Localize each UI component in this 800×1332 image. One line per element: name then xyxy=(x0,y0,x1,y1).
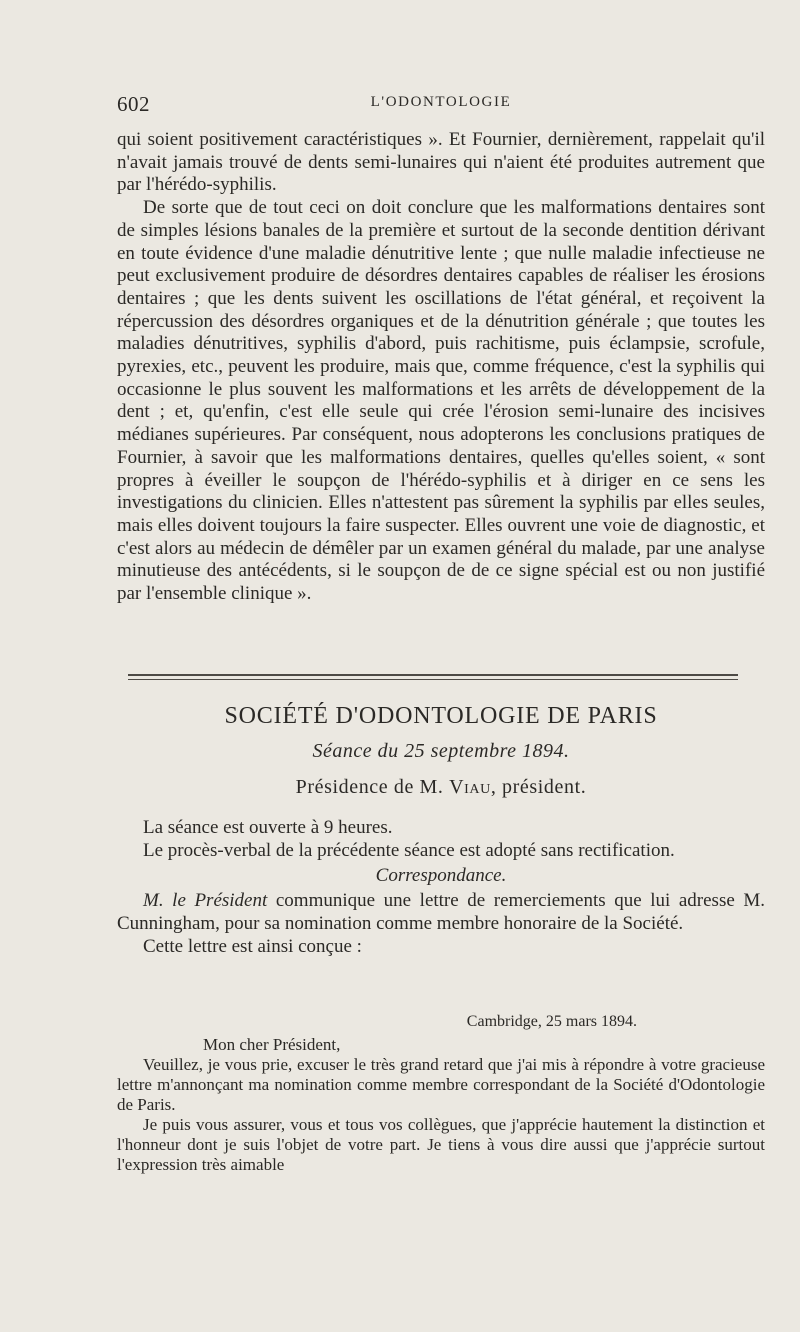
minutes-letter-intro xyxy=(117,890,765,935)
section-divider xyxy=(128,674,738,683)
top-text-block xyxy=(117,129,765,606)
divider-rule-thick xyxy=(128,674,738,676)
minutes-block xyxy=(117,817,765,959)
page-header xyxy=(117,92,765,120)
minutes-opening: La séance est ouverte à 9 heures. xyxy=(143,817,393,838)
minutes-approval: Le procès-verbal de la précédente séance est adopté sans rectification. xyxy=(143,839,675,861)
divider-rule-thin xyxy=(128,679,738,680)
correspondance-subhead: Correspondance. xyxy=(375,865,507,887)
running-title: L'ODONTOLOGIE xyxy=(370,94,512,110)
letter-block xyxy=(117,1012,765,1175)
paragraph-conclusion: De sorte que de tout ceci on doit conclure que les malformations dentaires sont de simples lésions banales de la première et surtout de la seconde dentition dérivant en toute évidence d'une maladie dénutritive lente ; que nulle maladie infectieuse ne peut exclusivement produire de désordres dentaires capables de réaliser les érosions dentaires ; que les dents suivent les oscillations de l'état général, et reçoivent la répercussion des désordres organiques et de la dénutrition générale ; que toutes les maladies dénutritives, syphilis d'abord, puis rachitisme, puis éclampsie, scrofule, pyrexies, etc., peuvent les produire, mais que, comme fréquence, c'est la syphilis qui occasionne le plus souvent les malformations et les arrêts de développement de la dent ; et, qu'enfin, c'est elle seule qui crée l'érosion semi-lunaire des incisives médianes supérieures. Par conséquent, nous adopterons les conclusions pratiques de Fournier, à savoir que les malformations dentaires, quelles qu'elles soient, « sont propres à éveiller le soupçon de l'hérédo-syphilis et à diriger en ce sens les investigations du clinicien. Elles n'attestent pas sûrement la syphilis par elles seules, mais elles doivent toujours la faire suspecter. Elles ouvrent une voie de diagnostic, et c'est alors au médecin de démêler par un examen général du malade, par une analyse minutieuse des antécédents, si le soupçon de de ce signe spécial est ou non justifié par l'ensemble clinique ». xyxy=(117,197,765,605)
letter-paragraph-2: Je puis vous assurer, vous et tous vos collègues, que j'apprécie hautement la distinction et l'honneur dont je suis l'objet de votre part. Je tiens à vous dire aussi que j'apprécie surtout l'expression très aimable xyxy=(117,1115,765,1174)
section-title: SOCIÉTÉ D'ODONTOLOGIE DE PARIS xyxy=(224,703,658,729)
president-label: M. le Président xyxy=(143,890,268,912)
paragraph-continuation: qui soient positivement caractéristiques ». Et Fournier, dernièrement, rappelait qu'il n'avait jamais trouvé de dents semi-lunaires qui n'aient été produites autrement que par l'hérédo-syphilis. xyxy=(117,129,765,196)
presidence-suffix: , président. xyxy=(490,776,587,798)
letter-intro-text: communique une lettre de remerciements que lui adresse M. Cunningham, pour sa nomination comme membre honoraire de la Société. xyxy=(117,890,765,935)
presidence-line xyxy=(117,776,765,799)
presidence-prefix: Présidence de M. xyxy=(295,776,450,798)
page-number: 602 xyxy=(117,92,150,116)
session-date: Séance du 25 septembre 1894. xyxy=(312,740,570,762)
president-name: Viau xyxy=(449,776,491,798)
letter-salutation: Mon cher Président, xyxy=(203,1035,341,1054)
letter-paragraph-1: Veuillez, je vous prie, excuser le très grand retard que j'ai mis à répondre à votre gracieuse lettre m'annonçant ma nomination comme membre correspondant de la Société d'Odontologie de Paris. xyxy=(117,1055,765,1114)
letter-announcement: Cette lettre est ainsi conçue : xyxy=(143,935,362,957)
letter-place-date: Cambridge, 25 mars 1894. xyxy=(466,1013,637,1030)
